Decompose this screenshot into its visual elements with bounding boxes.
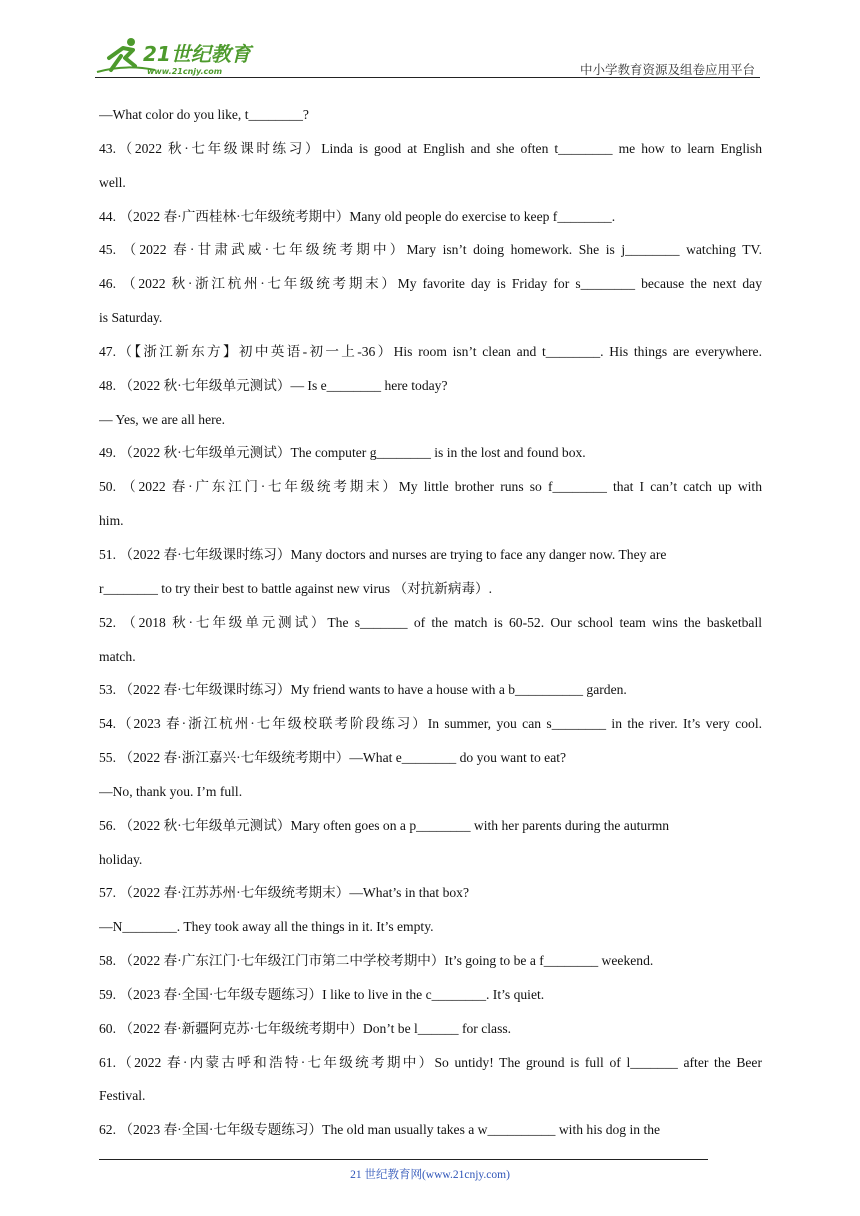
question-line: 52. （2018 秋·七年级单元测试）The s_______ of the match is 60-52. Our school team wins the basketball xyxy=(99,614,762,630)
question-line: 61.（2022 春·内蒙古呼和浩特·七年级统考期中）So untidy! The ground is full of l_______ after the Beer xyxy=(99,1054,762,1070)
question-line: holiday. xyxy=(99,851,143,867)
question-line: 46. （2022 秋·浙江杭州·七年级统考期末）My favorite day is Friday for s________ because the next day xyxy=(99,276,762,292)
header-divider xyxy=(95,77,760,78)
question-line: 51. （2022 春·七年级课时练习）Many doctors and nurses are trying to face any danger now. They are xyxy=(99,546,667,562)
runner-logo-icon xyxy=(95,36,265,76)
question-line: —No, thank you. I’m full. xyxy=(99,783,243,799)
question-line: match. xyxy=(99,648,136,664)
question-list xyxy=(99,98,762,1147)
question-line: Festival. xyxy=(99,1088,146,1104)
question-line: 57. （2022 春·江苏苏州·七年级统考期末）—What’s in that box? xyxy=(99,885,470,901)
question-line: well. xyxy=(99,174,126,190)
footer-divider xyxy=(99,1159,708,1160)
question-line: —What color do you like, t________? xyxy=(99,107,309,122)
question-line: —N________. They took away all the things in it. It’s empty. xyxy=(99,919,434,935)
brand-tagline: 中小学教育资源及组卷应用平台 xyxy=(579,63,755,77)
question-line: 45. （2022 春·甘肃武威·七年级统考期中）Mary isn’t doing homework. She is j________ watching TV. xyxy=(99,242,762,258)
logo-text: 21世纪教育 xyxy=(143,42,251,66)
question-line: 47.（【浙江新东方】初中英语-初一上-36）His room isn’t clean and t________. His things are everywhere. xyxy=(99,343,762,359)
question-line: him. xyxy=(99,513,124,529)
question-line: 44. （2022 春·广西桂林·七年级统考期中）Many old people do exercise to keep f________. xyxy=(99,208,616,224)
page-header xyxy=(95,30,760,78)
question-line: 58. （2022 春·广东江门·七年级江门市第二中学校考期中）It’s going to be a f________ weekend. xyxy=(99,953,654,969)
question-line: 50. （2022 春·广东江门·七年级统考期末）My little brother runs so f________ that I can’t catch up with xyxy=(99,479,762,495)
question-line: is Saturday. xyxy=(99,310,163,326)
question-line: 48. （2022 秋·七年级单元测试）— Is e________ here today? xyxy=(99,377,448,393)
question-line: 43.（2022 秋·七年级课时练习）Linda is good at English and she often t________ me how to learn English xyxy=(99,140,762,156)
footer-site-link[interactable]: 21 世纪教育网(www.21cnjy.com) xyxy=(350,1169,510,1181)
logo xyxy=(95,36,265,76)
question-line: 55. （2022 春·浙江嘉兴·七年级统考期中）—What e________ do you want to eat? xyxy=(99,750,567,766)
question-line: 53. （2022 春·七年级课时练习）My friend wants to have a house with a b__________ garden. xyxy=(99,682,627,698)
question-line: 54.（2023 春·浙江杭州·七年级校联考阶段练习）In summer, you can s________ in the river. It’s very cool. xyxy=(99,716,762,732)
logo-url: www.21cnjy.com xyxy=(147,67,223,76)
question-line: 59. （2023 春·全国·七年级专题练习）I like to live in the c________. It’s quiet. xyxy=(99,986,545,1002)
question-line: 62. （2023 春·全国·七年级专题练习）The old man usually takes a w__________ with his dog in the xyxy=(99,1122,661,1138)
question-line: 60. （2022 春·新疆阿克苏·七年级统考期中）Don’t be l______ for class. xyxy=(99,1020,512,1036)
question-line: r________ to try their best to battle against new virus （对抗新病毒）. xyxy=(99,580,493,596)
question-line: 56. （2022 秋·七年级单元测试）Mary often goes on a p________ with her parents during the auturmn xyxy=(99,817,670,833)
question-line: — Yes, we are all here. xyxy=(99,411,226,427)
question-line: 49. （2022 秋·七年级单元测试）The computer g________ is in the lost and found box. xyxy=(99,445,586,461)
